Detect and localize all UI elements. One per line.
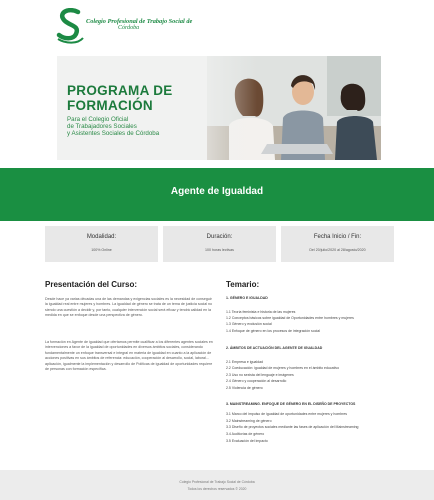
banner-title-line1: PROGRAMA DE bbox=[67, 83, 173, 98]
info-label: Fecha Inicio / Fin: bbox=[313, 234, 362, 240]
info-box-fechas bbox=[281, 226, 394, 262]
presentation-paragraph-1: Desde hace ya varias décadas una de las demandas y exigencias sociales es la necesidad de conseguir la igualdad real entre mujeres y hombres. La igualdad de género se trata de un tema de justicia social no siendo una cuestión a decidir y, por tanto, cualquier intervención social será eficaz y tendrá calidad en la medida en que se enfoque desde una perspectiva de género. bbox=[45, 297, 213, 318]
module-item: 1.1 Teoría feminista e historia de las mujeres bbox=[226, 310, 296, 314]
module-item: 2.3 Uso no sexista del lenguaje e imágenes bbox=[226, 373, 294, 377]
info-value: 100 horas lectivas bbox=[205, 248, 234, 252]
module-title: 2. ÁMBITOS DE ACTUACIÓN DEL AGENTE DE IGUALDAD bbox=[226, 346, 323, 350]
logo-s-mark-icon bbox=[56, 8, 84, 44]
banner-sub-line2: de Trabajadores Sociales bbox=[67, 123, 137, 131]
module-item: 3.5 Evaluación del impacto bbox=[226, 439, 268, 443]
site-footer bbox=[0, 470, 434, 500]
module-item: 3.2 Mainstreaming de género bbox=[226, 419, 272, 423]
module-item: 3.4 Auditorías de género bbox=[226, 432, 265, 436]
banner-title-line2: FORMACIÓN bbox=[67, 98, 153, 113]
banner-fade bbox=[177, 56, 257, 160]
module-item: 3.3 Diseño de proyectos sociales mediante las fases de aplicación del Mainstreaming bbox=[226, 425, 359, 429]
banner-subtitle bbox=[67, 116, 159, 138]
course-title-band bbox=[0, 168, 434, 221]
module-item: 1.2 Conceptos básicos sobre igualdad de Oportunidades entre hombres y mujeres bbox=[226, 316, 354, 320]
info-box-modalidad bbox=[45, 226, 158, 262]
info-value: Del 20/julio/2020 al 28/agosto/2020 bbox=[309, 248, 366, 252]
logo-line1: Colegio Profesional de Trabajo Social de bbox=[86, 18, 193, 25]
info-value: 100% Online bbox=[91, 248, 112, 252]
module-item: 3.1 Marco del impulso de igualdad de oportunidades entre mujeres y hombres bbox=[226, 412, 348, 416]
presentation-heading: Presentación del Curso: bbox=[45, 280, 138, 289]
module-item: 2.4 Género y cooperación al desarrollo bbox=[226, 379, 287, 383]
logo-line2: Córdoba bbox=[118, 25, 140, 31]
module-item: 2.1 Empresa e igualdad bbox=[226, 360, 263, 364]
module-title: 3. MAINSTREAMING. ENFOQUE DE GÉNERO EN EL DISEÑO DE PROYECTOS bbox=[226, 402, 356, 406]
hero-banner bbox=[57, 56, 381, 160]
info-label: Duración: bbox=[206, 234, 233, 240]
module-item: 2.2 Coeducación: igualdad de mujeres y hombres en el ámbito educativo bbox=[226, 366, 340, 370]
info-label: Modalidad: bbox=[86, 234, 117, 240]
temario-heading: Temario: bbox=[226, 280, 260, 289]
course-title: Agente de Igualdad bbox=[170, 186, 264, 197]
banner-sub-line1: Para el Colegio Oficial bbox=[67, 116, 129, 123]
info-box-duracion bbox=[163, 226, 276, 262]
presentation-paragraph-2: La formación en Agente de igualdad que ofertamos permite cualificar a los diferentes agentes sociales en intervenciones a favor de la igualdad de oportunidades en diversos ámbitos sociales, considerando fundamentalmente un enfoque transversal e integral en materia de igualdad en cuanto a la aplicación de acciones positivas en sus ámbitos de referencia: educación, cooperación al desarrollo, social, laboral... aplicación, igualmente la implementación y desarrollo de Políticas de igualdad de oportunidades requiere de personas con formación específica. bbox=[45, 340, 213, 372]
footer-line1: Colegio Profesional de Trabajo Social de Córdoba bbox=[179, 480, 255, 484]
banner-title bbox=[67, 83, 173, 113]
site-header bbox=[0, 0, 434, 50]
module-item: 1.3 Género y exclusión social bbox=[226, 322, 272, 326]
logo-text bbox=[86, 18, 192, 32]
module-item: 1.4 Enfoque de género en los procesos de integración social bbox=[226, 329, 320, 333]
module-item: 2.5 Violencia de género bbox=[226, 386, 263, 390]
footer-copyright: Todos los derechos reservados © 2020 bbox=[187, 487, 247, 491]
site-logo[interactable] bbox=[56, 8, 206, 44]
banner-sub-line3: y Asistentes Sociales de Córdoba bbox=[67, 130, 160, 138]
module-title: 1. GÉNERO E IGUALDAD bbox=[226, 296, 268, 300]
